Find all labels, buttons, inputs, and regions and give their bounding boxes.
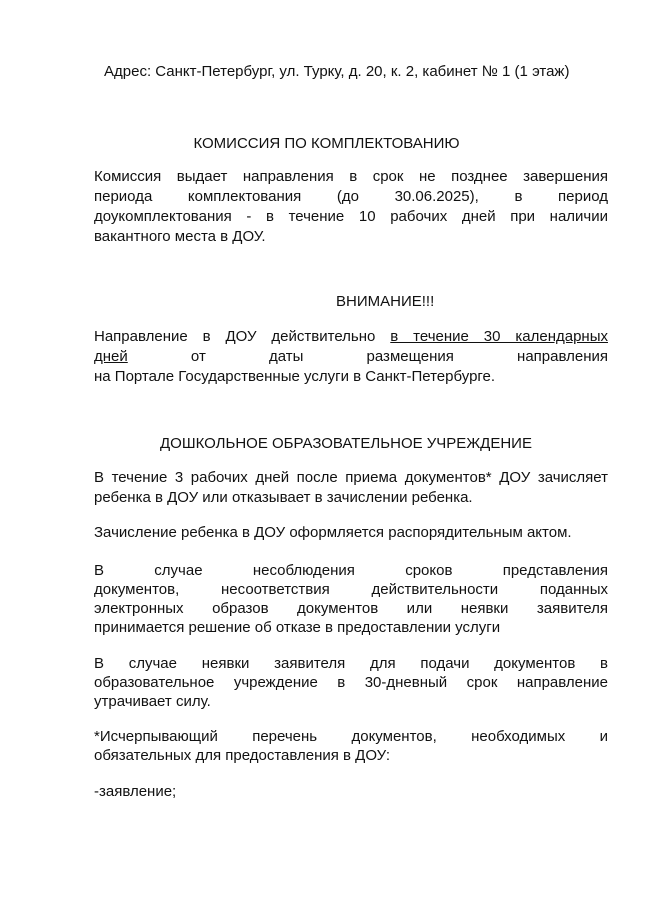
commission-line-3: доукомплектования - в течение 10 рабочих дней при наличии (94, 208, 608, 225)
dou-p4-line-3: утрачивает силу. (94, 693, 211, 710)
dou-p1-line-1: В течение 3 рабочих дней после приема документов* ДОУ зачисляет (94, 469, 608, 486)
dou-heading: ДОШКОЛЬНОЕ ОБРАЗОВАТЕЛЬНОЕ УЧРЕЖДЕНИЕ (160, 435, 532, 452)
dou-p1-line-2: ребенка в ДОУ или отказывает в зачислении ребенка. (94, 489, 473, 506)
attention-text-2: от даты размещения направления (127, 348, 608, 365)
commission-heading: КОМИССИЯ ПО КОМПЛЕКТОВАНИЮ (193, 135, 460, 152)
dou-p3-line-2: документов, несоответствия действительности поданных (94, 581, 608, 598)
dou-p5-line-2: обязательных для предоставления в ДОУ: (94, 747, 391, 764)
dou-p3-line-3: электронных образов документов или неявки заявителя (94, 600, 608, 617)
dou-p5-line-1: *Исчерпывающий перечень документов, необходимых и (94, 728, 608, 745)
commission-line-4: вакантного места в ДОУ. (94, 228, 266, 245)
attention-line-2 (94, 347, 608, 367)
attention-text: Направление в ДОУ действительно (94, 328, 391, 345)
dou-p4-line-2: образовательное учреждение в 30-дневный срок направление (94, 674, 608, 691)
address-line: Адрес: Санкт-Петербург, ул. Турку, д. 20, к. 2, кабинет № 1 (1 этаж) (104, 63, 570, 80)
attention-line-1 (94, 327, 608, 347)
dou-p6: -заявление; (94, 783, 177, 800)
validity-days-underlined: дней (94, 348, 128, 365)
commission-line-1: Комиссия выдает направления в срок не позднее завершения (94, 168, 608, 185)
validity-period-underlined: в течение 30 календарных (390, 328, 608, 345)
dou-p4-line-1: В случае неявки заявителя для подачи документов в (94, 655, 608, 672)
dou-p3-line-4: принимается решение об отказе в предоставлении услуги (94, 619, 501, 636)
commission-line-2: периода комплектования (до 30.06.2025), в период (94, 188, 608, 205)
attention-heading: ВНИМАНИЕ!!! (336, 293, 435, 310)
attention-line-3: на Портале Государственные услуги в Санкт-Петербурге. (94, 368, 496, 385)
dou-p2: Зачисление ребенка в ДОУ оформляется распорядительным актом. (94, 524, 572, 541)
dou-p3-line-1: В случае несоблюдения сроков представления (94, 562, 608, 579)
